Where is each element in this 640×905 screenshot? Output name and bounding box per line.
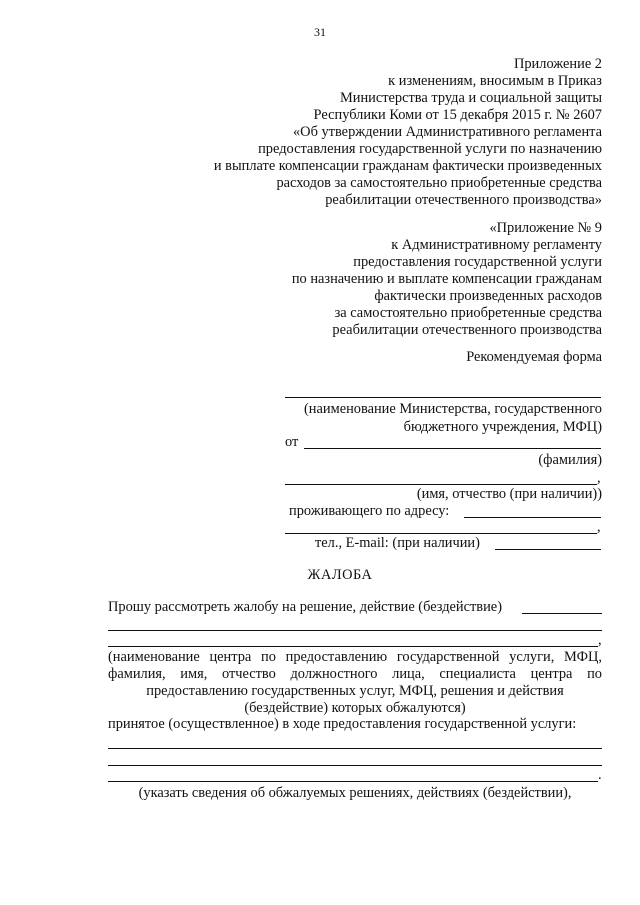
address-line-1 <box>464 517 601 518</box>
address-label: проживающего по адресу: <box>289 503 450 519</box>
request-text: Прошу рассмотреть жалобу на решение, действие (бездействие) <box>108 599 502 615</box>
annex-2-line: Приложение 2 <box>513 56 602 72</box>
annex-9-line: реабилитации отечественного производства <box>332 322 602 338</box>
from-line <box>304 448 601 449</box>
document-title: ЖАЛОБА <box>307 567 373 583</box>
decision-line-2 <box>108 765 602 766</box>
decision-caption: (указать сведения об обжалуемых решениях, действиях (бездействии), <box>138 785 572 801</box>
annex-2-line: реабилитации отечественного производства» <box>325 192 602 208</box>
decision-line-period: . <box>598 767 602 783</box>
annex-2-line: и выплате компенсации гражданам фактически произведенных <box>213 158 602 174</box>
annex-2-header <box>214 56 602 209</box>
annex-9-line: предоставления государственной услуги <box>353 254 602 270</box>
annex-2-line: «Об утверждении Административного регламента <box>292 124 602 140</box>
annex-9-header <box>292 220 602 339</box>
page-number: 31 <box>314 25 326 39</box>
annex-2-line: Республики Коми от 15 декабря 2015 г. № 2607 <box>313 107 602 123</box>
center-caption-2: фамилия, имя, отчество должностного лица, специалиста центра по <box>108 666 602 682</box>
request-line-comma: , <box>598 632 602 648</box>
annex-2-line: предоставления государственной услуги по назначению <box>258 141 602 157</box>
name-line-comma: , <box>597 470 601 486</box>
phone-line <box>495 549 601 550</box>
annex-9-line: «Приложение № 9 <box>489 220 602 236</box>
name-line <box>285 484 597 485</box>
recommended-form-text: Рекомендуемая форма <box>466 349 602 365</box>
request-line-1 <box>522 613 602 614</box>
accepted-text: принятое (осуществленное) в ходе предоставления государственной услуги: <box>108 716 577 732</box>
annex-2-line: Министерства труда и социальной защиты <box>339 90 602 106</box>
center-caption-3: предоставлению государственных услуг, МФЦ, решения и действия <box>146 683 564 699</box>
decision-line-1 <box>108 748 602 749</box>
ministry-caption-1: (наименование Министерства, государственного <box>304 401 602 417</box>
request-line-2 <box>108 630 602 631</box>
address-line-comma: , <box>597 519 601 535</box>
phone-label: тел., E-mail: (при наличии) <box>315 535 480 551</box>
annex-9-line: фактически произведенных расходов <box>374 288 602 304</box>
annex-9-line: по назначению и выплате компенсации гражданам <box>291 271 602 287</box>
address-line-2 <box>285 533 597 534</box>
annex-2-line: расходов за самостоятельно приобретенные средства <box>276 175 602 191</box>
annex-9-line: за самостоятельно приобретенные средства <box>334 305 602 321</box>
center-caption-1: (наименование центра по предоставлению государственной услуги, МФЦ, <box>108 649 602 665</box>
center-caption-4: (бездействие) которых обжалуются) <box>244 700 466 716</box>
name-caption: (имя, отчество (при наличии)) <box>416 486 602 502</box>
annex-2-line: к изменениям, вносимым в Приказ <box>388 73 602 89</box>
ministry-name-line <box>285 397 601 398</box>
from-label: от <box>285 434 299 450</box>
request-line-3 <box>108 646 598 647</box>
decision-line-3 <box>108 781 598 782</box>
annex-9-line: к Административному регламенту <box>391 237 602 253</box>
ministry-caption-2: бюджетного учреждения, МФЦ) <box>403 419 602 435</box>
recommended-form-label <box>466 349 602 366</box>
surname-caption: (фамилия) <box>538 452 602 468</box>
